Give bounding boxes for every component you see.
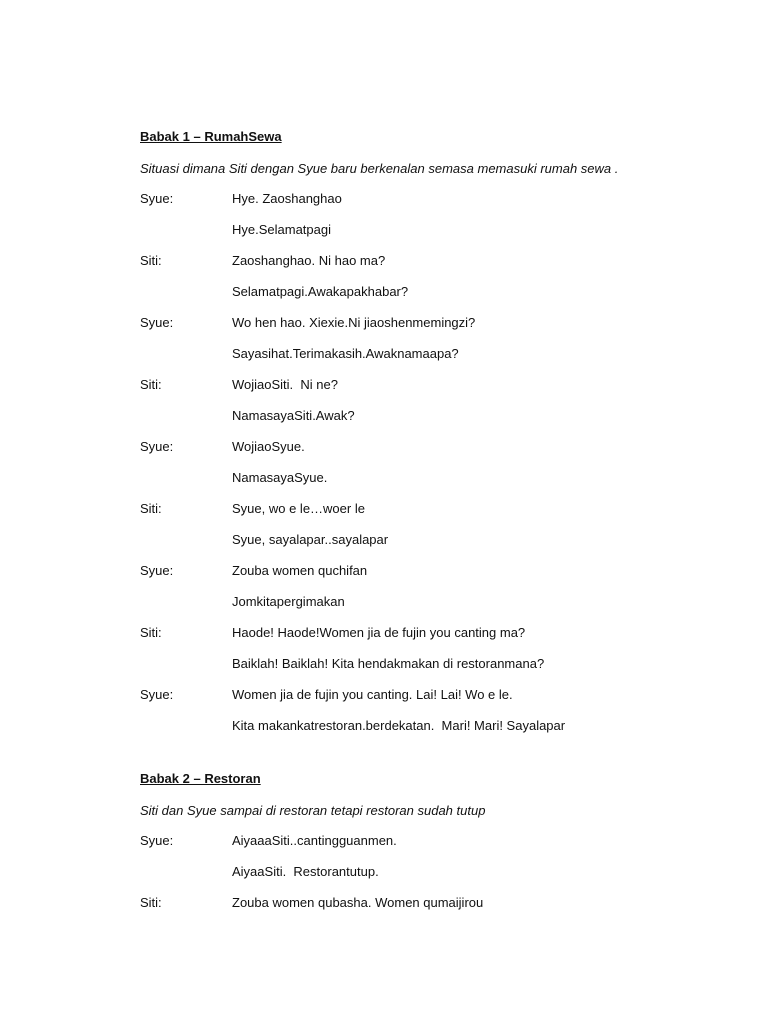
speaker-label: Syue: (140, 439, 174, 454)
dialogue-line (140, 376, 720, 407)
dialogue-line (140, 832, 720, 863)
dialogue-line (140, 717, 720, 748)
speech-text: WojiaoSiti. Ni ne? (232, 377, 338, 392)
speech-text: Hye. Zaoshanghao (232, 191, 342, 206)
dialogue-line (140, 655, 720, 686)
scene-heading: Babak 2 – Restoran (140, 771, 261, 786)
speech-text: Kita makankatrestoran.berdekatan. Mari! Mari! Sayalapar (232, 718, 566, 733)
speech-text: AiyaaaSiti..cantingguanmen. (232, 833, 397, 848)
speech-text: Zouba women quchifan (232, 563, 368, 578)
speech-text: Haode! Haode!Women jia de fujin you canting ma? (232, 625, 526, 640)
dialogue-line (140, 894, 720, 925)
scene-2 (140, 770, 720, 925)
dialogue-line (140, 593, 720, 624)
dialogue-line (140, 252, 720, 283)
scene-1 (140, 128, 720, 748)
speech-text: Sayasihat.Terimakasih.Awaknamaapa? (232, 346, 459, 361)
speaker-label: Syue: (140, 563, 174, 578)
dialogue-line (140, 345, 720, 376)
dialogue-lines (140, 832, 720, 925)
speaker-label: Syue: (140, 315, 174, 330)
speaker-label: Syue: (140, 191, 174, 206)
speech-text: WojiaoSyue. (232, 439, 305, 454)
speech-text: Hye.Selamatpagi (232, 222, 331, 237)
scene-heading: Babak 1 – RumahSewa (140, 129, 282, 144)
dialogue-line (140, 469, 720, 500)
speech-text: Women jia de fujin you canting. Lai! Lai! Wo e le. (232, 687, 513, 702)
dialogue-line (140, 624, 720, 655)
speaker-label: Siti: (140, 501, 162, 516)
speech-text: Jomkitapergimakan (232, 594, 345, 609)
scene-intro: Situasi dimana Siti dengan Syue baru berkenalan semasa memasuki rumah sewa . (140, 161, 619, 176)
dialogue-line (140, 686, 720, 717)
speaker-label: Siti: (140, 253, 162, 268)
speech-text: Syue, wo e le…woer le (232, 501, 365, 516)
dialogue-line (140, 500, 720, 531)
dialogue-line (140, 863, 720, 894)
speech-text: Zaoshanghao. Ni hao ma? (232, 253, 386, 268)
speech-text: NamasayaSyue. (232, 470, 328, 485)
speaker-label: Siti: (140, 377, 162, 392)
scene-intro: Siti dan Syue sampai di restoran tetapi restoran sudah tutup (140, 803, 486, 818)
speech-text: Zouba women qubasha. Women qumaijirou (232, 895, 484, 910)
dialogue-line (140, 407, 720, 438)
speaker-label: Siti: (140, 895, 162, 910)
speaker-label: Syue: (140, 833, 174, 848)
speech-text: AiyaaSiti. Restorantutup. (232, 864, 379, 879)
dialogue-line (140, 531, 720, 562)
dialogue-line (140, 438, 720, 469)
dialogue-lines (140, 190, 720, 748)
speaker-label: Syue: (140, 687, 174, 702)
speech-text: Syue, sayalapar..sayalapar (232, 532, 389, 547)
speech-text: Baiklah! Baiklah! Kita hendakmakan di restoranmana? (232, 656, 545, 671)
dialogue-line (140, 283, 720, 314)
dialogue-line (140, 562, 720, 593)
speaker-label: Siti: (140, 625, 162, 640)
dialogue-line (140, 190, 720, 221)
script-content (140, 128, 720, 925)
dialogue-line (140, 314, 720, 345)
dialogue-line (140, 221, 720, 252)
speech-text: Wo hen hao. Xiexie.Ni jiaoshenmemingzi? (232, 315, 476, 330)
speech-text: NamasayaSiti.Awak? (232, 408, 355, 423)
speech-text: Selamatpagi.Awakapakhabar? (232, 284, 409, 299)
